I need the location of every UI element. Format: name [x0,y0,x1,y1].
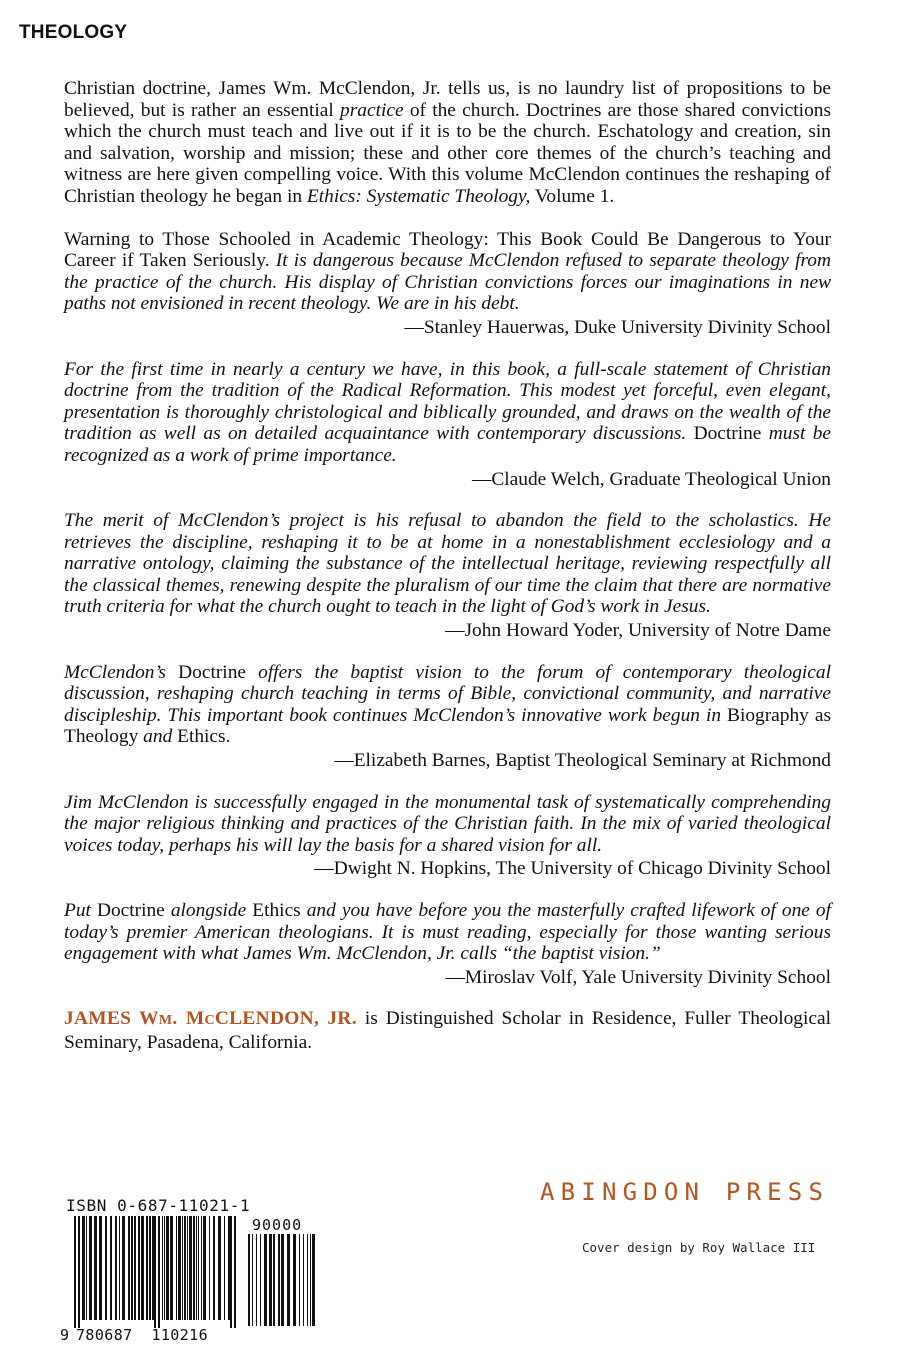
quote-segment: Put [64,900,97,921]
barcode-bar [170,1216,173,1320]
quote-segment: Jim McClendon is successfully engaged in the monumental task of systematically comprehending the major religious thinking and practices of the Christian faith. In the mix of varied theological voices today, perhaps his will lay the basis for a shared vision for all. [64,791,831,856]
barcode-bar [86,1216,87,1320]
barcode-bar [218,1216,221,1320]
ean-remaining-digits: 780687 110216 [76,1326,209,1344]
barcode-bar [74,1216,76,1328]
quote-segment: Ethics. [177,726,231,748]
blurb-barnes [64,662,831,772]
barcode-bar [260,1234,261,1326]
intro-text-1: Christian doctrine, James Wm. McClendon, Jr. tells us, is no laundry list of propositions to be believed, but is rather an essential [64,78,831,121]
barcode-bar [141,1216,144,1320]
barcode-bar [312,1234,315,1326]
barcode-bar [176,1216,177,1320]
barcode-bar [149,1216,151,1320]
barcode-bar [281,1234,284,1326]
barcode-bar [293,1234,296,1326]
quote-segment: McClendon’s [64,661,179,683]
barcode-bar [198,1216,199,1320]
author-name [64,1008,357,1029]
quote-segment: Warning to Those Schooled in Academic Theology: This Book Could Be Dangerous to Your Career if Taken Seriously. [64,228,831,272]
blurb-attribution: —Claude Welch, Graduate Theological Union [471,468,831,490]
barcode-bar [122,1216,125,1320]
barcode-bar [82,1216,85,1320]
isbn-label: ISBN 0-687-11021-1 [66,1196,251,1215]
barcode-bar [182,1216,183,1320]
blurb-quote [64,792,831,857]
blurb-attribution: —Elizabeth Barnes, Baptist Theological Seminary at Richmond [334,750,831,772]
barcode-bar [134,1216,136,1320]
blurb-quote [64,662,831,748]
barcode-bar [164,1216,165,1320]
quote-segment: It is dangerous because McClendon refused to separate theology from the practice of the church. His display of Christian convictions forces our imaginations in new paths not envisioned in recent theology. We are in his debt. [64,250,831,315]
publisher-name: ABINGDON PRESS [540,1178,830,1206]
barcode-bar [269,1234,272,1326]
blurb-attribution: —Stanley Hauerwas, Duke University Divinity School [404,316,831,338]
barcode-bar [187,1216,188,1320]
blurb-attribution: —Dwight N. Hopkins, The University of Chicago Divinity School [314,858,831,880]
author-name-part: JAMES W [64,1008,159,1030]
quote-segment: The merit of McClendon’s project is his refusal to abandon the field to the scholastics. He retrieves the discipline, reshaping it to be at home in a nonestablishment ecclesiology and a narrative ontology, claiming the substance of the intellectual heritage, reviewing respectfully all the classical themes, renewing despite the pluralism of our time the claim that there are normative truth criteria for what the church ought to teach in the light of God’s work in Jesus. [64,510,831,618]
barcode-bar [310,1234,311,1326]
blurb-volf [64,900,831,988]
barcode-bar [228,1216,231,1320]
blurb-quote [64,900,831,965]
ean-first-digit: 9 [60,1326,70,1344]
cover-design-credit: Cover design by Roy Wallace III [582,1240,816,1255]
barcode-bar [131,1216,133,1320]
author-bio-text: is Distinguished Scholar in Residence, Fuller Theological Seminary, Pasadena, California. [64,1008,831,1053]
barcode-bar [224,1216,225,1320]
intro-text-3: Volume 1. [530,185,615,207]
quote-segment: alongside [164,900,253,921]
author-name-part: C [204,1013,215,1029]
barcode-bar [189,1216,192,1320]
barcode-bar [287,1234,290,1326]
author-bio [64,1008,831,1053]
quote-segment: must be recognized as a work of prime importance. [64,423,831,466]
quote-segment: Doctrine [693,423,762,445]
barcode-bar [128,1216,130,1320]
barcode-bar [193,1216,195,1320]
barcode-bar [203,1216,206,1320]
barcode-bar [158,1216,160,1328]
blurb-welch [64,359,831,491]
barcode-bar [138,1216,140,1320]
author-name-part: CLENDON, JR. [214,1008,357,1030]
quote-segment: Doctrine [96,900,165,921]
barcode-bar [178,1216,181,1320]
barcode-bar [162,1216,163,1320]
barcode-bar [94,1216,97,1320]
intro-emphasis-1: practice [340,99,404,121]
barcode-bar [213,1216,215,1320]
blurb-attribution: —John Howard Yoder, University of Notre Dame [445,620,831,642]
barcode-bar [278,1234,280,1326]
blurb-hauerwas [64,229,831,339]
barcode-bar [299,1234,300,1326]
barcode-bar [146,1216,148,1320]
barcode-bar [248,1234,250,1326]
barcode-block [60,1196,322,1346]
barcode-bar [209,1216,210,1320]
barcode-addon-digits: 90000 [252,1216,303,1234]
author-name-part: . M [172,1008,205,1030]
barcode-bar [89,1216,92,1320]
barcode-bar [196,1216,197,1320]
intro-emphasis-2: Ethics: Systematic Theology, [306,185,531,207]
barcode-bar [119,1216,120,1320]
quote-segment: Biography as Theology [64,704,831,748]
barcode-bar [115,1216,117,1320]
barcode-bar [166,1216,169,1320]
quote-segment: and you have before you the masterfully crafted lifework of one of today’s premier American theologians. It is must reading, especially for those wanting serious engagement with what James Wm. McClendon, Jr. calls “the baptist vision.” [64,900,832,965]
blurb-hopkins [64,792,831,880]
barcode-bar [184,1216,186,1320]
blurb-attribution: —Miroslav Volf, Yale University Divinity School [445,966,831,988]
blurb-yoder [64,510,831,642]
barcode-bar [201,1216,202,1320]
barcode-bar [99,1216,102,1320]
intro-text-2: of the church. Doctrines are those shared convictions which the church must teach and live out if it is to be the church. Eschatology and creation, sin and salvation, worship and mission; these and other core themes of the church’s teaching and witness are here given compelling voice. With this volume McClendon continues the reshaping of Christian theology he began in [64,99,832,207]
barcode-bar [256,1234,257,1326]
intro-paragraph [64,78,831,208]
quote-segment: and [138,726,178,748]
barcode-bar [105,1216,107,1320]
quote-segment: offers the baptist vision to the forum of contemporary theological discussion, reshaping church teaching in terms of Bible, convictional community, and narrative discipleship. This important book continues McClendon’s innovative work begun in [64,661,831,726]
back-cover-text [64,78,831,1054]
barcode-bar [307,1234,308,1326]
barcode-bar [110,1216,112,1320]
barcode-bar [303,1234,304,1326]
blurb-quote [64,510,831,618]
category-label: THEOLOGY [19,22,128,43]
quote-segment: Ethics [252,900,301,921]
barcode-graphic [60,1216,322,1328]
barcode-bar [252,1234,253,1326]
barcode-bar [264,1234,267,1326]
barcode-bar [273,1234,275,1326]
blurb-quote [64,359,831,467]
blurb-quote [64,229,831,315]
barcode-bar [234,1216,236,1328]
barcode-bar [78,1216,80,1328]
barcode-bar [152,1216,155,1320]
quote-segment: For the first time in nearly a century we have, in this book, a full-scale statement of Christian doctrine from the tradition of the Radical Reformation. This modest yet forceful, even elegant, presentation is thoroughly christological and biblically grounded, and draws on the wealth of the tradition as well as on detailed acquaintance with contemporary discussions. [64,358,831,445]
author-name-part: M [158,1013,173,1029]
quote-segment: Doctrine [178,661,246,683]
